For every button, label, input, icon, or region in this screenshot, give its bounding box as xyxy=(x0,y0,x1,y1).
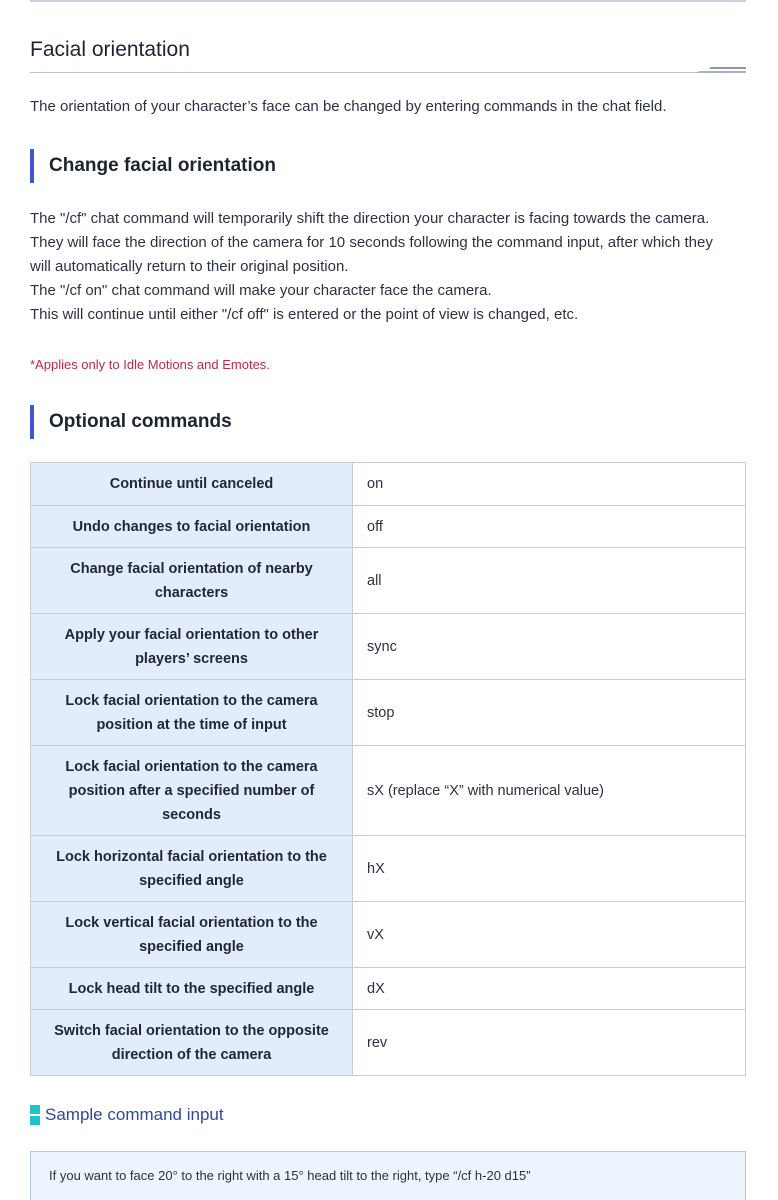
command-value: vX xyxy=(353,902,746,968)
command-value: hX xyxy=(353,836,746,902)
table-row xyxy=(31,680,746,746)
title-underline xyxy=(30,72,746,73)
command-value: off xyxy=(353,506,746,548)
top-divider xyxy=(30,0,746,2)
table-row xyxy=(31,1010,746,1076)
change-description xyxy=(30,207,746,327)
description-line: They will face the direction of the camera for 10 seconds following the command input, after which they xyxy=(30,234,713,251)
command-value: dX xyxy=(353,968,746,1010)
sample-text: If you want to face 20° to the right with a 15° head tilt to the right, type “/cf h-20 d15” xyxy=(49,1168,531,1183)
command-value: rev xyxy=(353,1010,746,1076)
table-row xyxy=(31,836,746,902)
change-facial-orientation-heading: Change facial orientation xyxy=(30,149,276,183)
optional-commands-heading: Optional commands xyxy=(30,405,232,439)
description-line: will automatically return to their original position. xyxy=(30,258,349,275)
command-description: Lock head tilt to the specified angle xyxy=(31,968,353,1010)
command-description: Switch facial orientation to the opposite direction of the camera xyxy=(31,1010,353,1076)
description-line: The "/cf on" chat command will make your character face the camera. xyxy=(30,282,492,299)
table-row xyxy=(31,746,746,836)
command-description: Undo changes to facial orientation xyxy=(31,506,353,548)
sample-heading-text: Sample command input xyxy=(45,1105,224,1124)
section-title: Facial orientation xyxy=(30,38,190,61)
command-description: Apply your facial orientation to other players’ screens xyxy=(31,614,353,680)
sample-box xyxy=(30,1151,746,1200)
command-description: Continue until canceled xyxy=(31,463,353,506)
command-value: all xyxy=(353,548,746,614)
optional-commands-table xyxy=(30,462,746,1076)
command-description: Lock facial orientation to the camera position after a specified number of seconds xyxy=(31,746,353,836)
command-description: Change facial orientation of nearby characters xyxy=(31,548,353,614)
applies-note: *Applies only to Idle Motions and Emotes. xyxy=(30,357,270,372)
command-value: sX (replace “X” with numerical value) xyxy=(353,746,746,836)
command-description: Lock vertical facial orientation to the specified angle xyxy=(31,902,353,968)
table-row xyxy=(31,614,746,680)
intro-text: The orientation of your character’s face can be changed by entering commands in the chat field. xyxy=(30,98,667,115)
table-row xyxy=(31,506,746,548)
table-row xyxy=(31,548,746,614)
table-row xyxy=(31,463,746,506)
command-description: Lock facial orientation to the camera position at the time of input xyxy=(31,680,353,746)
description-line: This will continue until either "/cf off" is entered or the point of view is changed, etc. xyxy=(30,306,579,323)
table-row xyxy=(31,968,746,1010)
table-row xyxy=(31,902,746,968)
command-description: Lock horizontal facial orientation to the specified angle xyxy=(31,836,353,902)
description-line: The "/cf" chat command will temporarily shift the direction your character is facing towards the camera. xyxy=(30,210,710,227)
heading-marker-icon xyxy=(30,1105,40,1125)
command-value: sync xyxy=(353,614,746,680)
title-decoration-icon xyxy=(697,64,746,74)
command-value: on xyxy=(353,463,746,506)
sample-command-heading xyxy=(30,1104,224,1126)
command-value: stop xyxy=(353,680,746,746)
